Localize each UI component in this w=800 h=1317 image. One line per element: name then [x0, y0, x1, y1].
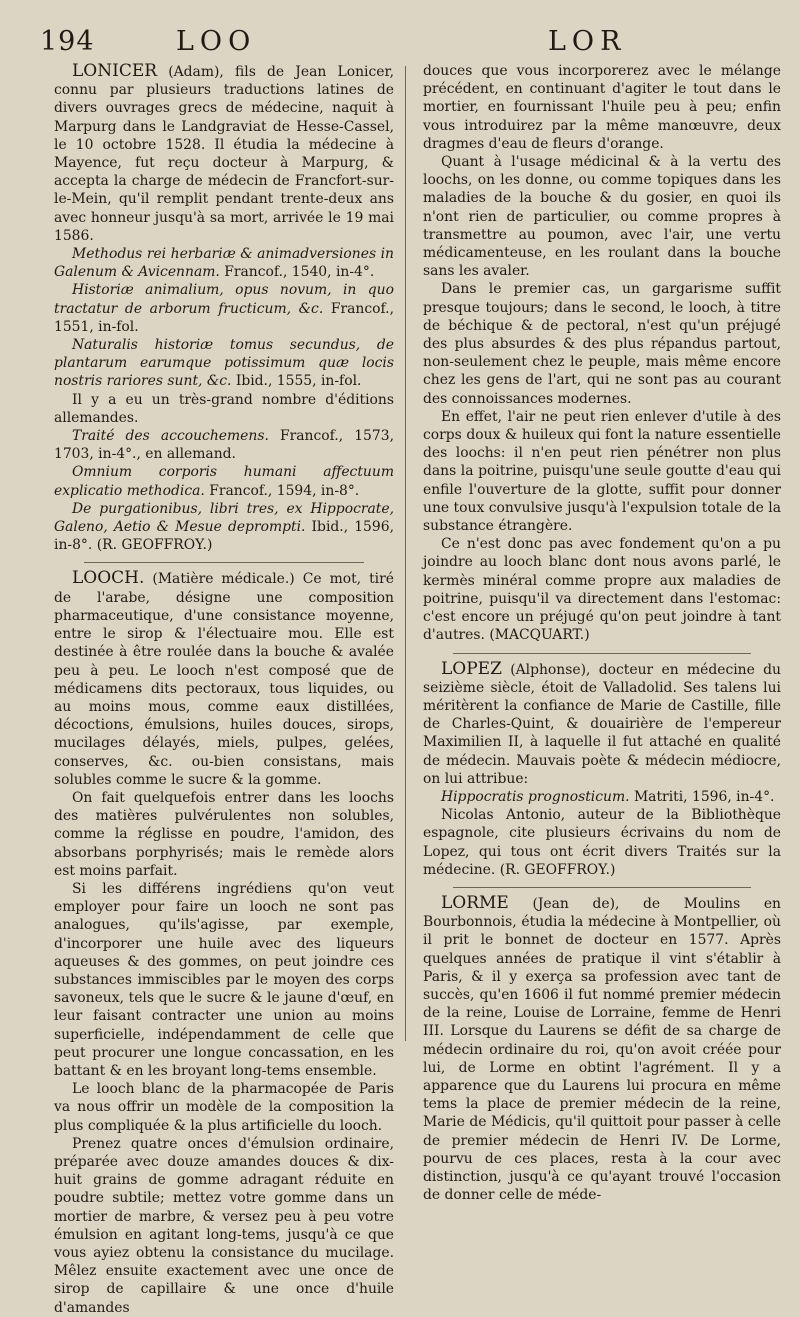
running-head-right: LOR [548, 26, 627, 57]
entry-text: (Jean de), de Moulins en Bourbonnois, étudia la médecine à Montpellier, où il prit le bonnet de docteur en 1577. Après quelques années de pratique il vint s'établir à Paris, & il y exerça sa profession avec tant de succès, qu'en 1606 il fut nommé premier médecin de la reine, Louise de Lorraine, femme de Henri III. Lorsque du Laurens se défit de sa charge de médecin ordinaire du roi, qu'on avoit créée pour lui, de Lorme en obtint l'agrément. Il y a apparence que du Laurens lui procura en même tems la place de premier médecin de la reine, Marie de Médicis, qu'il quittoit pour passer à celle de premier médecin de Henri IV. De Lorme, pourvu de ces places, resta à la cour avec distinction, jusqu'à ce qu'ayant trouvé l'occasion de donner celle de méde- [423, 895, 781, 1204]
paragraph: Il y a eu un très-grand nombre d'éditions allemandes. [54, 391, 394, 426]
entry-lonicer [54, 62, 394, 245]
paragraph: Si les différens ingrédiens qu'on veut employer pour faire un looch ne sont pas analogues, qu'ils'agisse, par exemple, d'incorporer une huile avec des liqueurs aqueuses & des gommes, on peut joindre ces substances immiscibles par le moyen des corps savoneux, tels que le sucre & le jaune d'œuf, en leur faisant contracter une union au moins superficielle, indépendamment de celle que peut procurer une longue concassation, en les battant & en les broyant long-tems ensemble. [54, 880, 394, 1079]
entry-lopez [423, 660, 781, 788]
entry-text: (Matière médicale.) Ce mot, tiré de l'arabe, désigne une composition pharmaceutique, d'une consistance moyenne, entre le sirop & l'électuaire mou. Elle est destinée à être roulée dans la bouche & avalée peu à peu. Le looch n'est composé que de médicamens dits pectoraux, tous liquides, ou au moins mous, comme eaux distillées, décoctions, émulsions, huiles douces, sirops, mucilages délayés, miels, pulpes, gelées, conserves, &c. ou-bien consistans, mais solubles comme le sucre & la gomme. [54, 571, 394, 788]
bibliography-item: Omnium corporis humani affectuum explicatio methodica. Francof., 1594, in-8°. [54, 464, 394, 499]
paragraph: douces que vous incorporerez avec le mélange précédent, en continuant d'agiter le tout dans le mortier, en fournissant l'huile peu à peu; enfin vous introduirez par la même manœuvre, deux dragmes d'eau de fleurs d'orange. [423, 63, 781, 152]
book-title: Naturalis historiæ tomus secundus, de plantarum earumque potissimum quæ locis nostris rariores sunt, &c. [54, 337, 394, 390]
entry-separator [84, 562, 364, 563]
bibliography-item: Methodus rei herbariæ & animadversiones in Galenum & Avicennam. Francof., 1540, in-4°. [54, 246, 394, 281]
book-title: Hippocratis prognosticum. [441, 788, 630, 805]
book-title: Methodus rei herbariæ & animadversiones in Galenum & Avicennam. [54, 246, 394, 281]
paragraph: Quant à l'usage médicinal & à la vertu des loochs, on les donne, ou comme topiques dans les maladies de la bouche & du gosier, en quoi ils n'ont rien de particulier, ou comme propres à transmettre au poumon, avec l'air, une vertu médicamenteuse, en les roulant dans la bouche sans les avaler. [423, 154, 781, 280]
bibliography-item: Hippocratis prognosticum. Matriti, 1596, in-4°. [441, 788, 775, 805]
paragraph: Dans le premier cas, un gargarisme suffit presque toujours; dans le second, le looch, à titre de béchique & de pectoral, n'est qu'un préjugé des plus absurdes & des plus répandus partout, non-seulement chez le peuple, mais même encore chez les gens de l'art, qui ne sont pas au courant des connoissances modernes. [423, 281, 781, 407]
paragraph: Nicolas Antonio, auteur de la Bibliothèque espagnole, cite plusieurs écrivains du nom de Lopez, qui tous ont écrit divers Traités sur la médecine. (R. GEOFFROY.) [423, 807, 781, 878]
paragraph: Le looch blanc de la pharmacopée de Paris va nous offrir un modèle de la composition la plus compliquée & la plus artificielle du looch. [54, 1081, 394, 1134]
book-title: De purgationibus, libri tres, ex Hippocrate, Galeno, Aetio & Mesue deprompti. [54, 500, 394, 536]
entry-separator [453, 887, 751, 888]
bibliography-item: Historiæ animalium, opus novum, in quo tractatur de arborum fructicum, &c. Francof., 1551, in-fol. [54, 282, 394, 335]
page-number: 194 [40, 26, 95, 57]
paragraph: Prenez quatre onces d'émulsion ordinaire, préparée avec douze amandes douces & dix-huit grains de gomme adragant réduite en poudre subtile; mettez votre gomme dans un mortier de marbre, & versez peu à peu votre émulsion en agitant long-tems, jusqu'à ce que vous ayiez obtenu la consistance du mucilage. Mêlez ensuite exactement avec une once de sirop de capillaire & une once d'huile d'amandes [54, 1135, 394, 1316]
entry-title: LOPEZ [441, 658, 502, 679]
entry-separator [453, 653, 751, 654]
entry-text: (Adam), fils de Jean Lonicer, connu par plusieurs traductions latines de divers ouvrages grecs de médecine, naquit à Marpurg dans le Landgraviat de Hesse-Cassel, le 10 octobre 1528. Il étudia la médecine à Mayence, fut reçu docteur à Marpurg, & accepta la charge de médecin de Francfort-sur-le-Mein, qu'il remplit pendant trente-deux ans avec honneur jusqu'à sa mort, arrivée le 19 mai 1586. [54, 64, 394, 244]
book-title: Historiæ animalium, opus novum, in quo tractatur de arborum fructicum, &c. [54, 282, 394, 317]
entry-looch [54, 569, 394, 788]
bibliography-item: Naturalis historiæ tomus secundus, de plantarum earumque potissimum quæ locis nostris rariores sunt, &c. Ibid., 1555, in-fol. [54, 337, 394, 390]
paragraph: En effet, l'air ne peut rien enlever d'utile à des corps doux & huileux qui font la nature essentielle des loochs: il n'en peut rien pénétrer non plus dans la poitrine, puisqu'une seule goutte d'eau qui enfile l'ouverture de la glotte, suffit pour donner une toux convulsive jusqu'à l'expulsion totale de la substance étrangère. [423, 408, 781, 535]
entry-title: LONICER [72, 61, 158, 81]
entry-lorme [423, 894, 781, 1204]
paragraph: Ce n'est donc pas avec fondement qu'on a pu joindre au looch blanc dont nous avons parlé, le kermès minéral comme propre aux maladies de poitrine, puisqu'il va directement dans l'estomac: c'est encore un préjugé qu'on peut joindre à tant d'autres. (MACQUART.) [423, 536, 781, 644]
column-rule [405, 66, 406, 1041]
paragraph: On fait quelquefois entrer dans les loochs des matières pulvérulentes non solubles, comme la réglisse en poudre, l'amidon, des absorbans porphyrisés; mais le remède alors est moins parfait. [54, 789, 394, 879]
running-head-left: LOO [176, 26, 257, 57]
book-title: Omnium corporis humani affectuum explicatio methodica. [54, 464, 394, 499]
bibliography-item: De purgationibus, libri tres, ex Hippocrate, Galeno, Aetio & Mesue deprompti. Ibid., 1596, in-8°. (R. GEOFFROY.) [54, 500, 394, 554]
entry-text: (Alphonse), docteur en médecine du seizième siècle, étoit de Valladolid. Ses talens lui méritèrent la confiance de Marie de Castille, fille de Charles-Quint, & douairière de l'empereur Maximilien II, à laquelle il fut attaché en qualité de médecin. Mauvais poète & médecin médiocre, on lui attribue: [423, 661, 781, 787]
left-column [54, 62, 394, 1317]
book-title: Traité des accouchemens. [72, 428, 269, 445]
bibliography-item: Traité des accouchemens. Francof., 1573, 1703, in-4°., en allemand. [54, 428, 394, 463]
entry-title: LORME [441, 892, 509, 913]
right-column [423, 62, 781, 1204]
entry-title: LOOCH. [72, 568, 145, 589]
